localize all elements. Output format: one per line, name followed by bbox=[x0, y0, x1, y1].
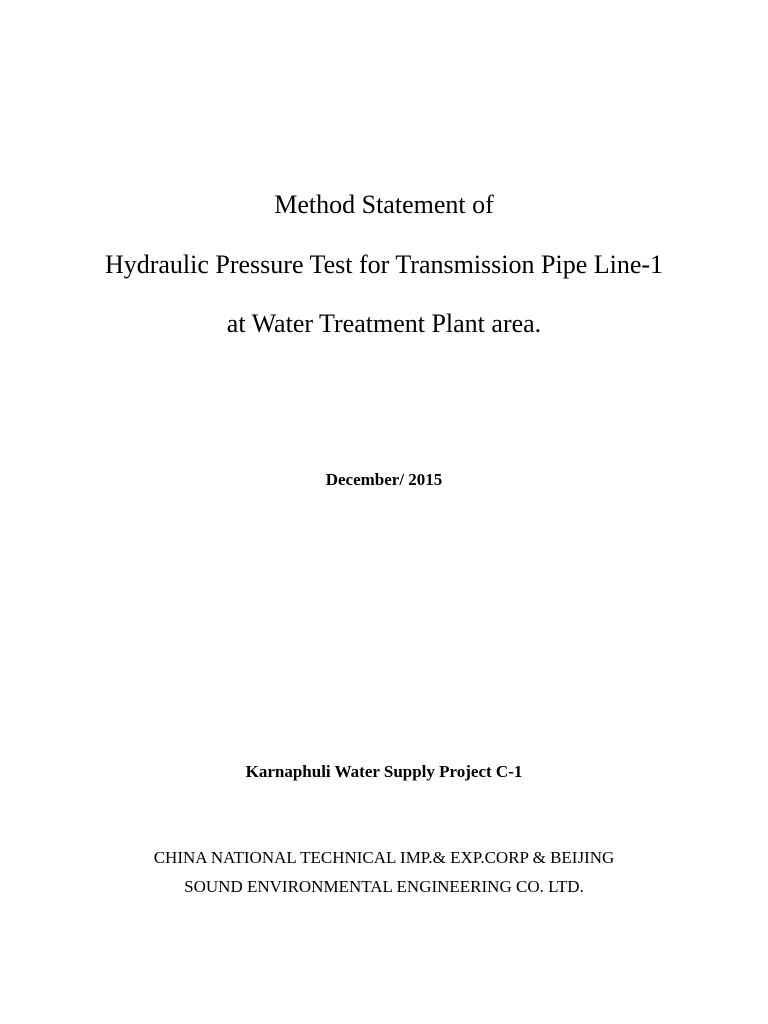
project-name: Karnaphuli Water Supply Project C-1 bbox=[245, 762, 523, 781]
title-line-2: Hydraulic Pressure Test for Transmission Pipe Line-1 bbox=[104, 250, 664, 279]
company-line-1: CHINA NATIONAL TECHNICAL IMP.& EXP.CORP & BEIJING bbox=[153, 848, 615, 867]
title-line-1: Method Statement of bbox=[274, 190, 494, 219]
company-line-2: SOUND ENVIRONMENTAL ENGINEERING CO. LTD. bbox=[184, 877, 584, 896]
title-line-3: at Water Treatment Plant area. bbox=[226, 309, 542, 338]
document-date: December/ 2015 bbox=[325, 470, 443, 489]
